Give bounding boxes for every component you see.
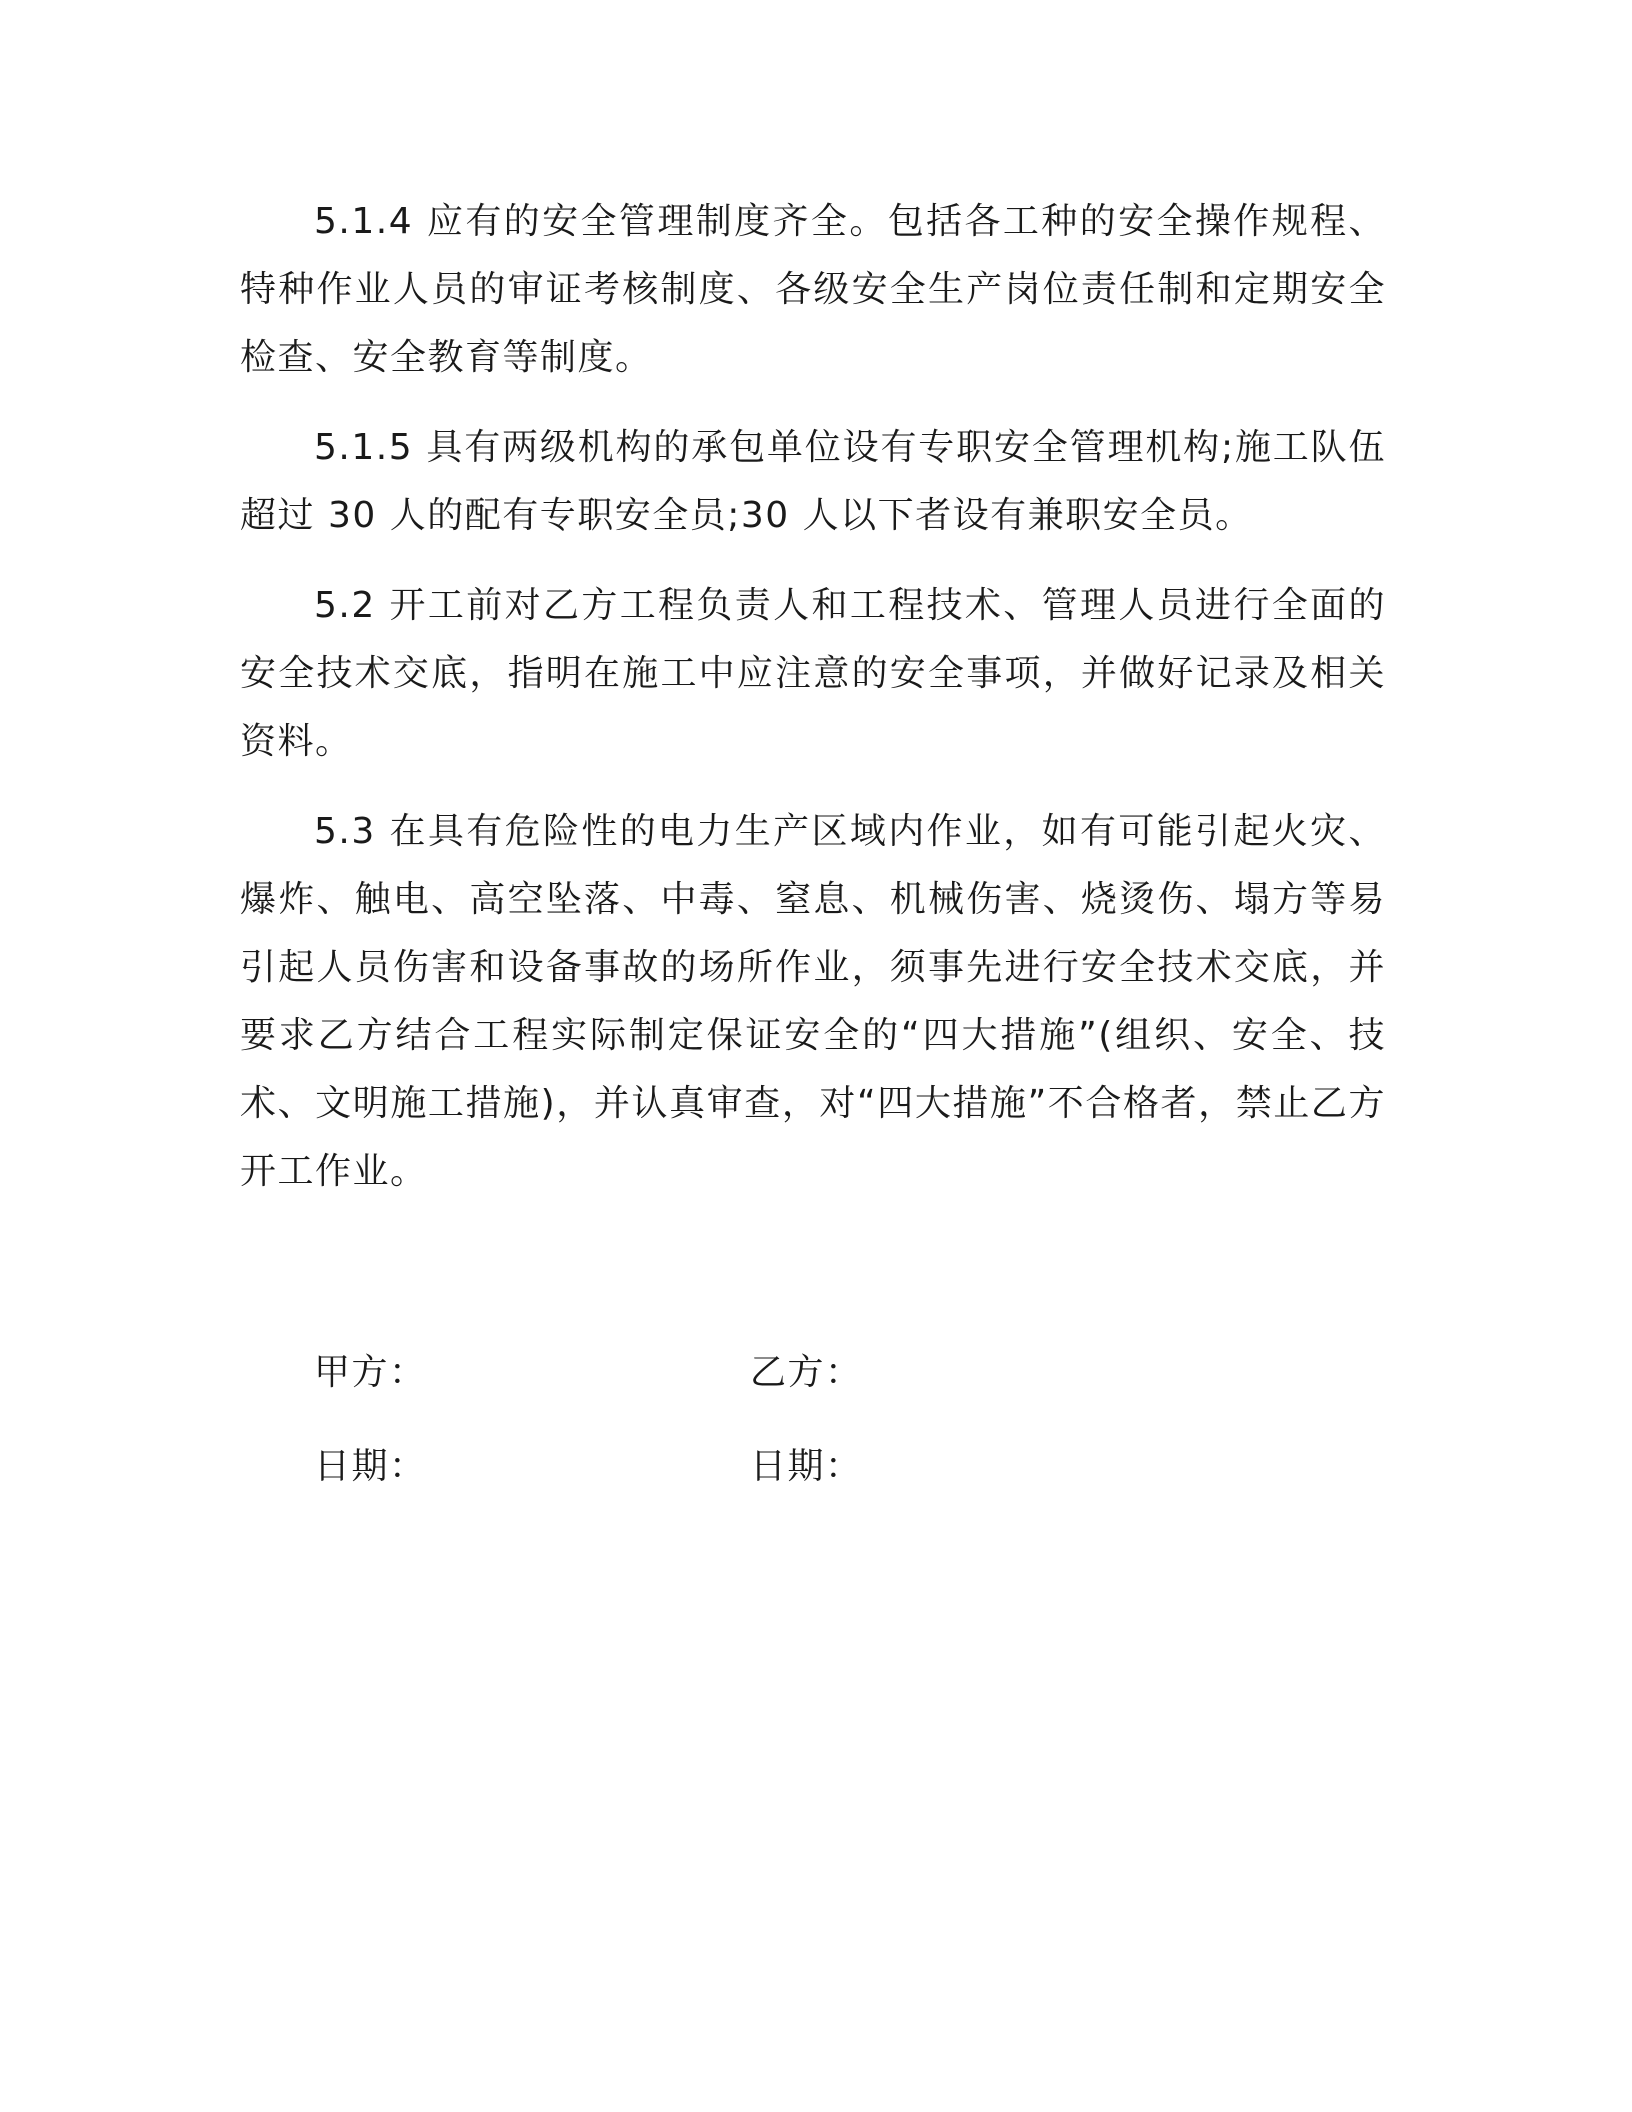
document-body [240,188,1386,1228]
paragraph-5-2: 5.2 开工前对乙方工程负责人和工程技术、管理人员进行全面的安全技术交底，指明在施工中应注意的安全事项，并做好记录及相关资料。 [240,585,1386,762]
paragraph-5-1-5: 5.1.5 具有两级机构的承包单位设有专职安全管理机构;施工队伍超过 30 人的配有专职安全员;30 人以下者设有兼职安全员。 [240,427,1386,536]
party-a-label: 甲方： [314,1351,427,1393]
party-b-label: 乙方： [750,1351,863,1393]
signature-date-row [314,1416,1214,1510]
paragraph-5-1-4: 5.1.4 应有的安全管理制度齐全。包括各工种的安全操作规程、特种作业人员的审证考核制度、各级安全生产岗位责任制和定期安全检查、安全教育等制度。 [240,201,1386,378]
signature-block [314,1322,1214,1510]
date-a-label: 日期： [314,1445,427,1487]
date-b-label: 日期： [750,1445,863,1487]
paragraph-5-3: 5.3 在具有危险性的电力生产区域内作业，如有可能引起火灾、爆炸、触电、高空坠落、中毒、窒息、机械伤害、烧烫伤、塌方等易引起人员伤害和设备事故的场所作业，须事先进行安全技术交底，并要求乙方结合工程实际制定保证安全的“四大措施”(组织、安全、技术、文明施工措施)，并认真审查，对“四大措施”不合格者，禁止乙方开工作业。 [240,811,1386,1192]
signature-party-row [314,1322,1214,1416]
